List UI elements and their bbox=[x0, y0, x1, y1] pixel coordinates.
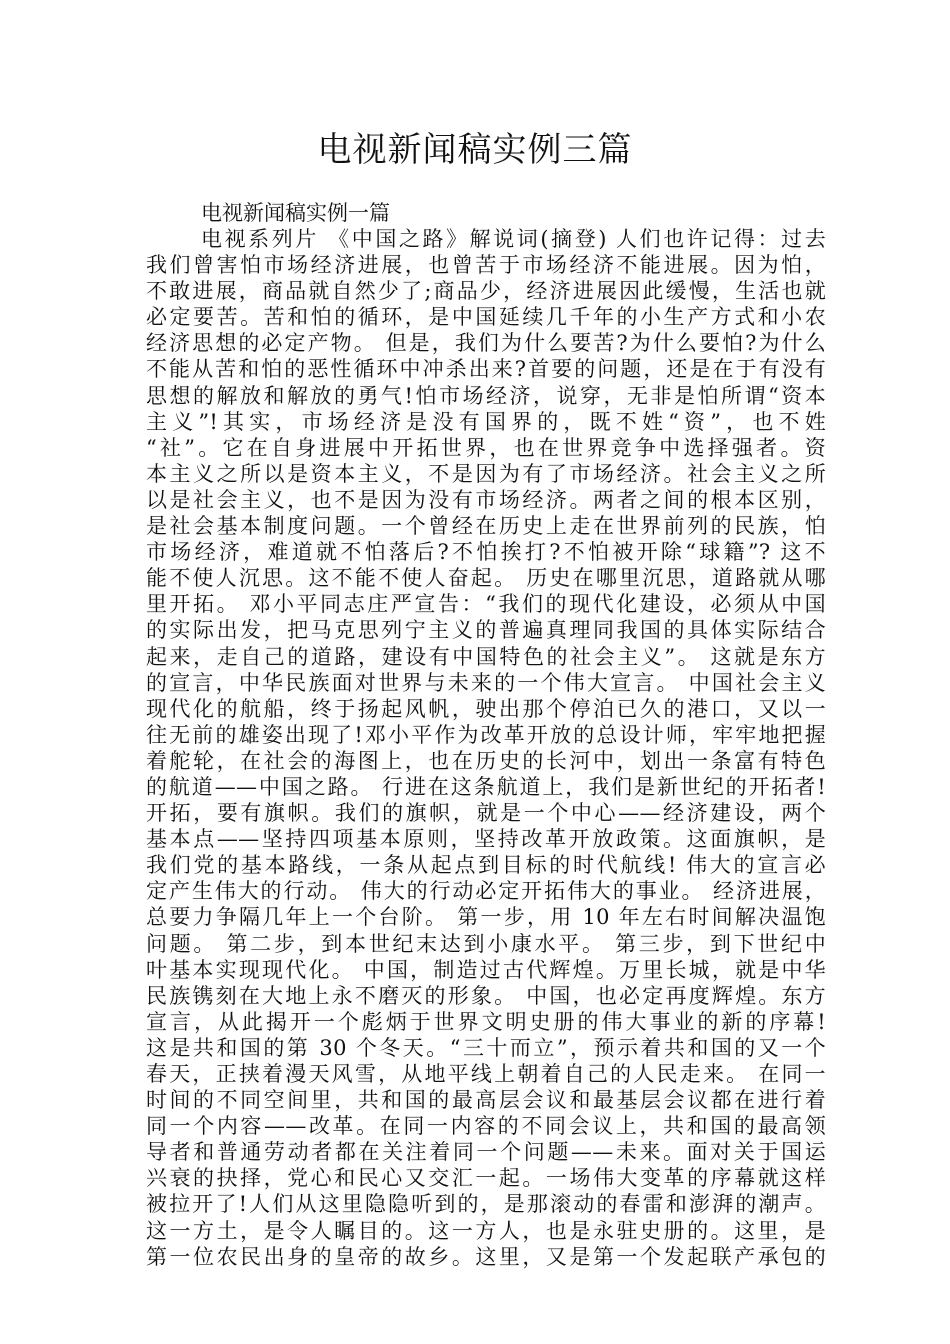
body-line: 必定要苦。苦和怕的循环，是中国延续几千年的小生产方式和小农 bbox=[146, 305, 826, 330]
body-line: 的航道——中国之路。 行进在这条航道上，我们是新世纪的开拓者! bbox=[146, 774, 826, 799]
body-line: 里开拓。 邓小平同志庄严宣告：“我们的现代化建设，必须从中国 bbox=[146, 592, 826, 617]
body-line: 兴衰的抉择，党心和民心又交汇一起。一场伟大变革的序幕就这样 bbox=[146, 1166, 826, 1191]
body-line: 基本点——坚持四项基本原则，坚持改革开放政策。这面旗帜，是 bbox=[146, 827, 826, 852]
body-line: 市场经济，难道就不怕落后?不怕挨打?不怕被开除“球籍”? 这不 bbox=[146, 540, 826, 565]
body-line: 着舵轮，在社会的海图上，也在历史的长河中，划出一条富有特色 bbox=[146, 748, 826, 773]
body-line: 思想的解放和解放的勇气!怕市场经济，说穿，无非是怕所谓“资本 bbox=[146, 383, 826, 408]
body-line: 这一方土，是令人瞩目的。这一方人，也是永驻史册的。这里，是 bbox=[146, 1218, 826, 1243]
body-line: 第一位农民出身的皇帝的故乡。这里，又是第一个发起联产承包的 bbox=[146, 1244, 826, 1269]
body-line: 主义”!其实，市场经济是没有国界的，既不姓“资”，也不姓 bbox=[146, 409, 826, 434]
body-line: 本主义之所以是资本主义，不是因为有了市场经济。社会主义之所 bbox=[146, 461, 826, 486]
body-line: 这是共和国的第 30 个冬天。“三十而立”，预示着共和国的又一个 bbox=[146, 1035, 826, 1060]
body-line: 我们党的基本路线，一条从起点到目标的时代航线! 伟大的宣言必 bbox=[146, 853, 826, 878]
body-line: 电视系列片 《中国之路》解说词(摘登) 人们也许记得：过去 bbox=[201, 227, 826, 251]
section-heading: 电视新闻稿实例一篇 bbox=[201, 201, 390, 225]
body-line: 以是社会主义，也不是因为没有市场经济。两者之间的根本区别， bbox=[146, 487, 826, 512]
body-line: 定产生伟大的行动。 伟大的行动必定开拓伟大的事业。 经济进展， bbox=[146, 879, 826, 904]
body-line: 总要力争隔几年上一个台阶。 第一步，用 10 年左右时间解决温饱 bbox=[146, 905, 826, 930]
body-line: 春天，正挟着漫天风雪，从地平线上朝着自己的人民走来。 在同一 bbox=[146, 1062, 826, 1086]
body-line: 的实际出发，把马克思列宁主义的普遍真理同我国的具体实际结合 bbox=[146, 618, 826, 643]
body-line: 开拓，要有旗帜。我们的旗帜，就是一个中心——经济建设，两个 bbox=[146, 801, 826, 826]
body-line: 同一个内容——改革。在同一内容的不同会议上，共和国的最高领 bbox=[146, 1114, 826, 1139]
body-line: 时间的不同空间里，共和国的最高层会议和最基层会议都在进行着 bbox=[146, 1088, 826, 1113]
body-line: “社”。它在自身进展中开拓世界，也在世界竞争中选择强者。资 bbox=[146, 435, 826, 460]
document-title: 电视新闻稿实例三篇 bbox=[317, 130, 633, 170]
body-line: 往无前的雄姿出现了!邓小平作为改革开放的总设计师，牢牢地把握 bbox=[146, 722, 826, 747]
body-line: 叶基本实现现代化。 中国，制造过古代辉煌。万里长城，就是中华 bbox=[146, 957, 826, 982]
body-line: 被拉开了!人们从这里隐隐听到的，是那滚动的春雷和澎湃的潮声。 bbox=[146, 1192, 826, 1217]
body-line: 问题。 第二步，到本世纪末达到小康水平。 第三步，到下世纪中 bbox=[146, 931, 826, 956]
body-line: 现代化的航船，终于扬起风帆，驶出那个停泊已久的港口，又以一 bbox=[146, 696, 826, 721]
body-line: 民族镌刻在大地上永不磨灭的形象。 中国，也必定再度辉煌。东方 bbox=[146, 983, 826, 1008]
body-text bbox=[146, 226, 826, 1270]
body-line: 导者和普通劳动者都在关注着同一个问题——未来。面对关于国运 bbox=[146, 1140, 826, 1165]
body-line: 不敢进展，商品就自然少了;商品少，经济进展因此缓慢，生活也就 bbox=[146, 279, 826, 304]
body-line: 是社会基本制度问题。一个曾经在历史上走在世界前列的民族，怕 bbox=[146, 514, 826, 539]
body-line: 我们曾害怕市场经济进展，也曾苦于市场经济不能进展。因为怕， bbox=[146, 253, 826, 278]
body-line: 经济思想的必定产物。 但是，我们为什么要苦?为什么要怕?为什么 bbox=[146, 331, 826, 356]
body-line: 起来，走自己的道路，建设有中国特色的社会主义”。 这就是东方 bbox=[146, 644, 826, 669]
body-line: 宣言，从此揭开一个彪炳于世界文明史册的伟大事业的新的序幕! bbox=[146, 1009, 826, 1034]
body-line: 不能从苦和怕的恶性循环中冲杀出来?首要的问题，还是在于有没有 bbox=[146, 357, 826, 382]
body-line: 的宣言，中华民族面对世界与未来的一个伟大宣言。 中国社会主义 bbox=[146, 670, 826, 695]
body-line: 能不使人沉思。这不能不使人奋起。 历史在哪里沉思，道路就从哪 bbox=[146, 566, 826, 591]
